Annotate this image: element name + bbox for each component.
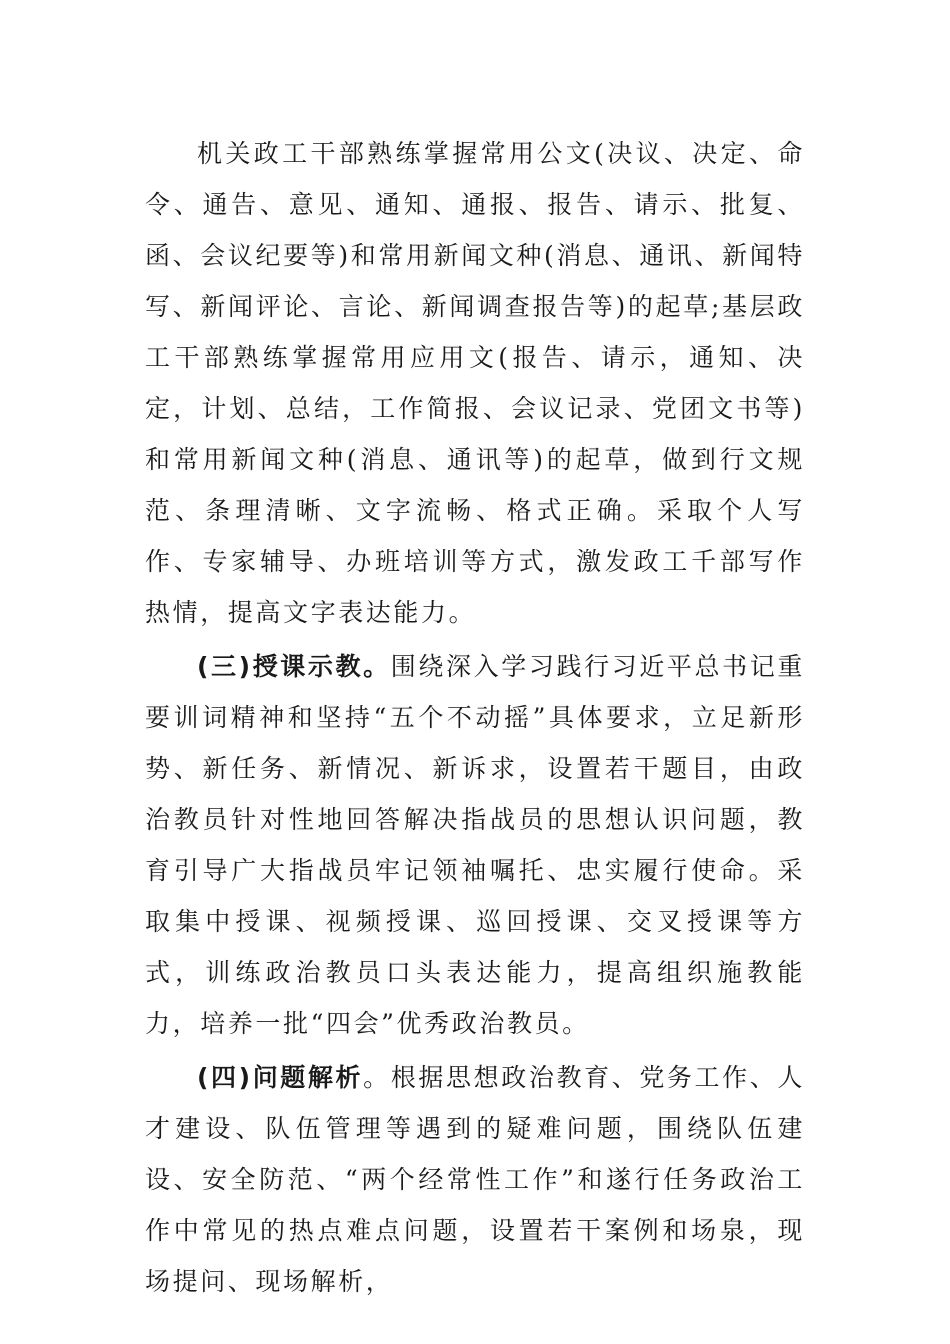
paragraph-drafting	[145, 128, 805, 638]
section-heading-teaching: (三)授课示教。	[197, 652, 391, 681]
paragraph-teaching	[145, 641, 805, 1049]
paragraph-teaching-text: 围绕深入学习践行习近平总书记重要训词精神和坚持“五个不动摇”具体要求，立足新形势、新任务、新情况、新诉求，设置若干题目，由政治教员针对性地回答解决指战员的思想认识问题，教育引导广大指战员牢记领袖嘱托、忠实履行使命。采取集中授课、视频授课、巡回授课、交叉授课等方式，训练政治教员口头表达能力，提高组织施教能力，培养一批“四会”优秀政治教员。	[145, 652, 805, 1038]
section-heading-analysis: (四)问题解析	[197, 1063, 364, 1092]
paragraph-drafting-text: 机关政工干部熟练掌握常用公文(决议、决定、命令、通告、意见、通知、通报、报告、请示、批复、函、会议纪要等)和常用新闻文种(消息、通讯、新闻特写、新闻评论、言论、新闻调查报告等)的起草;基层政工干部熟练掌握常用应用文(报告、请示，通知、决定，计划、总结，工作简报、会议记录、党团文书等)和常用新闻文种(消息、通讯等)的起草，做到行文规范、条理清晰、文字流畅、格式正确。采取个人写作、专家辅导、办班培训等方式，激发政工千部写作热情，提高文字表达能力。	[145, 139, 805, 627]
paragraph-analysis-text: 。根据思想政治教育、党务工作、人才建设、队伍管理等遇到的疑难问题，围绕队伍建设、安全防范、“两个经常性工作”和遂行任务政治工作中常见的热点难点问题，设置若干案例和场泉，现场提问、现场解析，	[145, 1063, 805, 1296]
document-page	[145, 128, 805, 1307]
paragraph-analysis	[145, 1052, 805, 1307]
